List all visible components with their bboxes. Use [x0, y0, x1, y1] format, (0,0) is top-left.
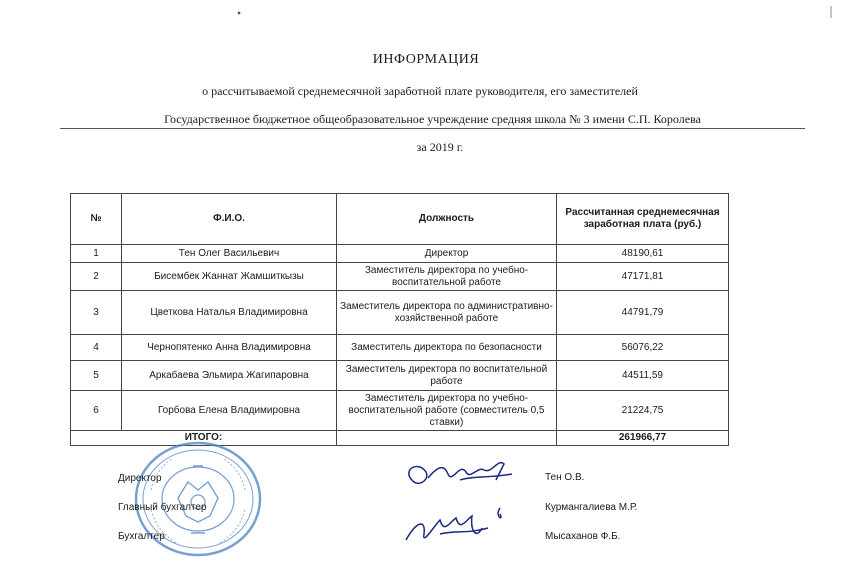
total-value: 261966,77	[557, 431, 729, 446]
document-title: ИНФОРМАЦИЯ	[372, 52, 480, 67]
row-position: Заместитель директора по безопасности	[337, 335, 557, 361]
accountant-signature	[400, 500, 520, 550]
salary-table	[70, 193, 729, 446]
accountant-label: Бухгалтер	[118, 531, 165, 542]
row-name: Бисембек Жаннат Жамшиткызы	[122, 263, 337, 291]
row-salary: 21224,75	[557, 391, 729, 431]
row-number: 2	[71, 263, 122, 291]
director-label: Директор	[118, 473, 162, 484]
row-number: 6	[71, 391, 122, 431]
table-row	[71, 291, 729, 335]
total-empty-cell	[337, 431, 557, 446]
row-position: Заместитель директора по учебно-воспитательной работе	[337, 263, 557, 291]
table-row	[71, 391, 729, 431]
row-position: Заместитель директора по воспитательной работе	[337, 361, 557, 391]
director-name: Тен О.В.	[545, 472, 585, 483]
row-number: 4	[71, 335, 122, 361]
scan-speck	[826, 6, 836, 18]
row-name: Аркабаева Эльмира Жагипаровна	[122, 361, 337, 391]
institution-name: Государственное бюджетное общеобразовательное учреждение средняя школа № 3 имени С.П. Королева	[60, 112, 805, 129]
row-salary: 48190,61	[557, 245, 729, 263]
table-row	[71, 361, 729, 391]
col-number: №	[71, 194, 122, 245]
row-number: 5	[71, 361, 122, 391]
row-number: 3	[71, 291, 122, 335]
document-subtitle: о рассчитываемой среднемесячной заработной плате руководителя, его заместителей	[202, 84, 638, 98]
row-name: Чернопятенко Анна Владимировна	[122, 335, 337, 361]
chief-accountant-label: Главный бухгалтер	[118, 502, 207, 513]
table-header-row	[71, 194, 729, 245]
report-year: за 2019 г.	[416, 140, 464, 154]
row-position: Заместитель директора по учебно-воспитательной работе (совместитель 0,5 ставки)	[337, 391, 557, 431]
row-name: Цветкова Наталья Владимировна	[122, 291, 337, 335]
col-position: Должность	[337, 194, 557, 245]
row-number: 1	[71, 245, 122, 263]
row-salary: 44511,59	[557, 361, 729, 391]
row-name: Горбова Елена Владимировна	[122, 391, 337, 431]
chief-accountant-name: Курмангалиева М.Р.	[545, 502, 638, 513]
row-position: Заместитель директора по административно-хозяйственной работе	[337, 291, 557, 335]
scan-speck	[236, 10, 242, 16]
row-salary: 44791,79	[557, 291, 729, 335]
row-salary: 47171,81	[557, 263, 729, 291]
row-salary: 56076,22	[557, 335, 729, 361]
row-position: Директор	[337, 245, 557, 263]
table-row	[71, 245, 729, 263]
director-signature	[400, 450, 525, 498]
table-row	[71, 335, 729, 361]
row-name: Тен Олег Васильевич	[122, 245, 337, 263]
col-name: Ф.И.О.	[122, 194, 337, 245]
total-label: ИТОГО:	[71, 431, 337, 446]
table-row	[71, 263, 729, 291]
col-salary: Рассчитанная среднемесячная заработная плата (руб.)	[557, 194, 729, 245]
accountant-name: Мысаханов Ф.Б.	[545, 531, 621, 542]
